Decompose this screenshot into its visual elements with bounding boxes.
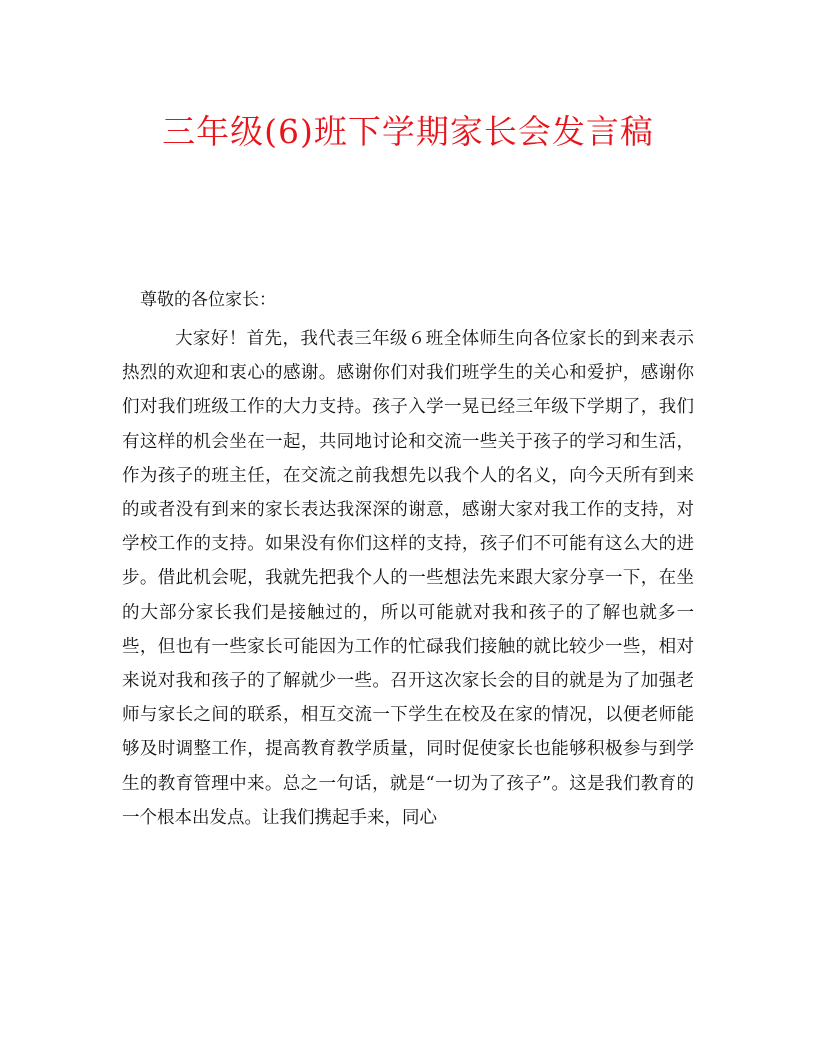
document-title: 三年级(6)班下学期家长会发言稿 (162, 112, 654, 151)
body-paragraph: 大家好！首先，我代表三年级６班全体师生向各位家长的到来表示热烈的欢迎和衷心的感谢。感谢你们对我们班学生的关心和爱护，感谢你们对我们班级工作的大力支持。孩子入学一晃已经三年级下学期了，我们有这样的机会坐在一起，共同地讨论和交流一些关于孩子的学习和生活，作为孩子的班主任，在交流之前我想先以我个人的名义，向今天所有到来的或者没有到来的家长表达我深深的谢意，感谢大家对我工作的支持，对学校工作的支持。如果没有你们这样的支持，孩子们不可能有这么大的进步。借此机会呢，我就先把我个人的一些想法先来跟大家分享一下，在坐的大部分家长我们是接触过的，所以可能就对我和孩子的了解也就多一些，但也有一些家长可能因为工作的忙碌我们接触的就比较少一些，相对来说对我和孩子的了解就少一些。召开这次家长会的目的就是为了加强老师与家长之间的联系，相互交流一下学生在校及在家的情况，以便老师能够及时调整工作，提高教育教学质量，同时促使家长也能够积极参与到学生的教育管理中来。总之一句话，就是“一切为了孩子”。这是我们教育的一个根本出发点。让我们携起手来，同心 (122, 329, 694, 828)
salutation: 尊敬的各位家长： (140, 290, 276, 310)
